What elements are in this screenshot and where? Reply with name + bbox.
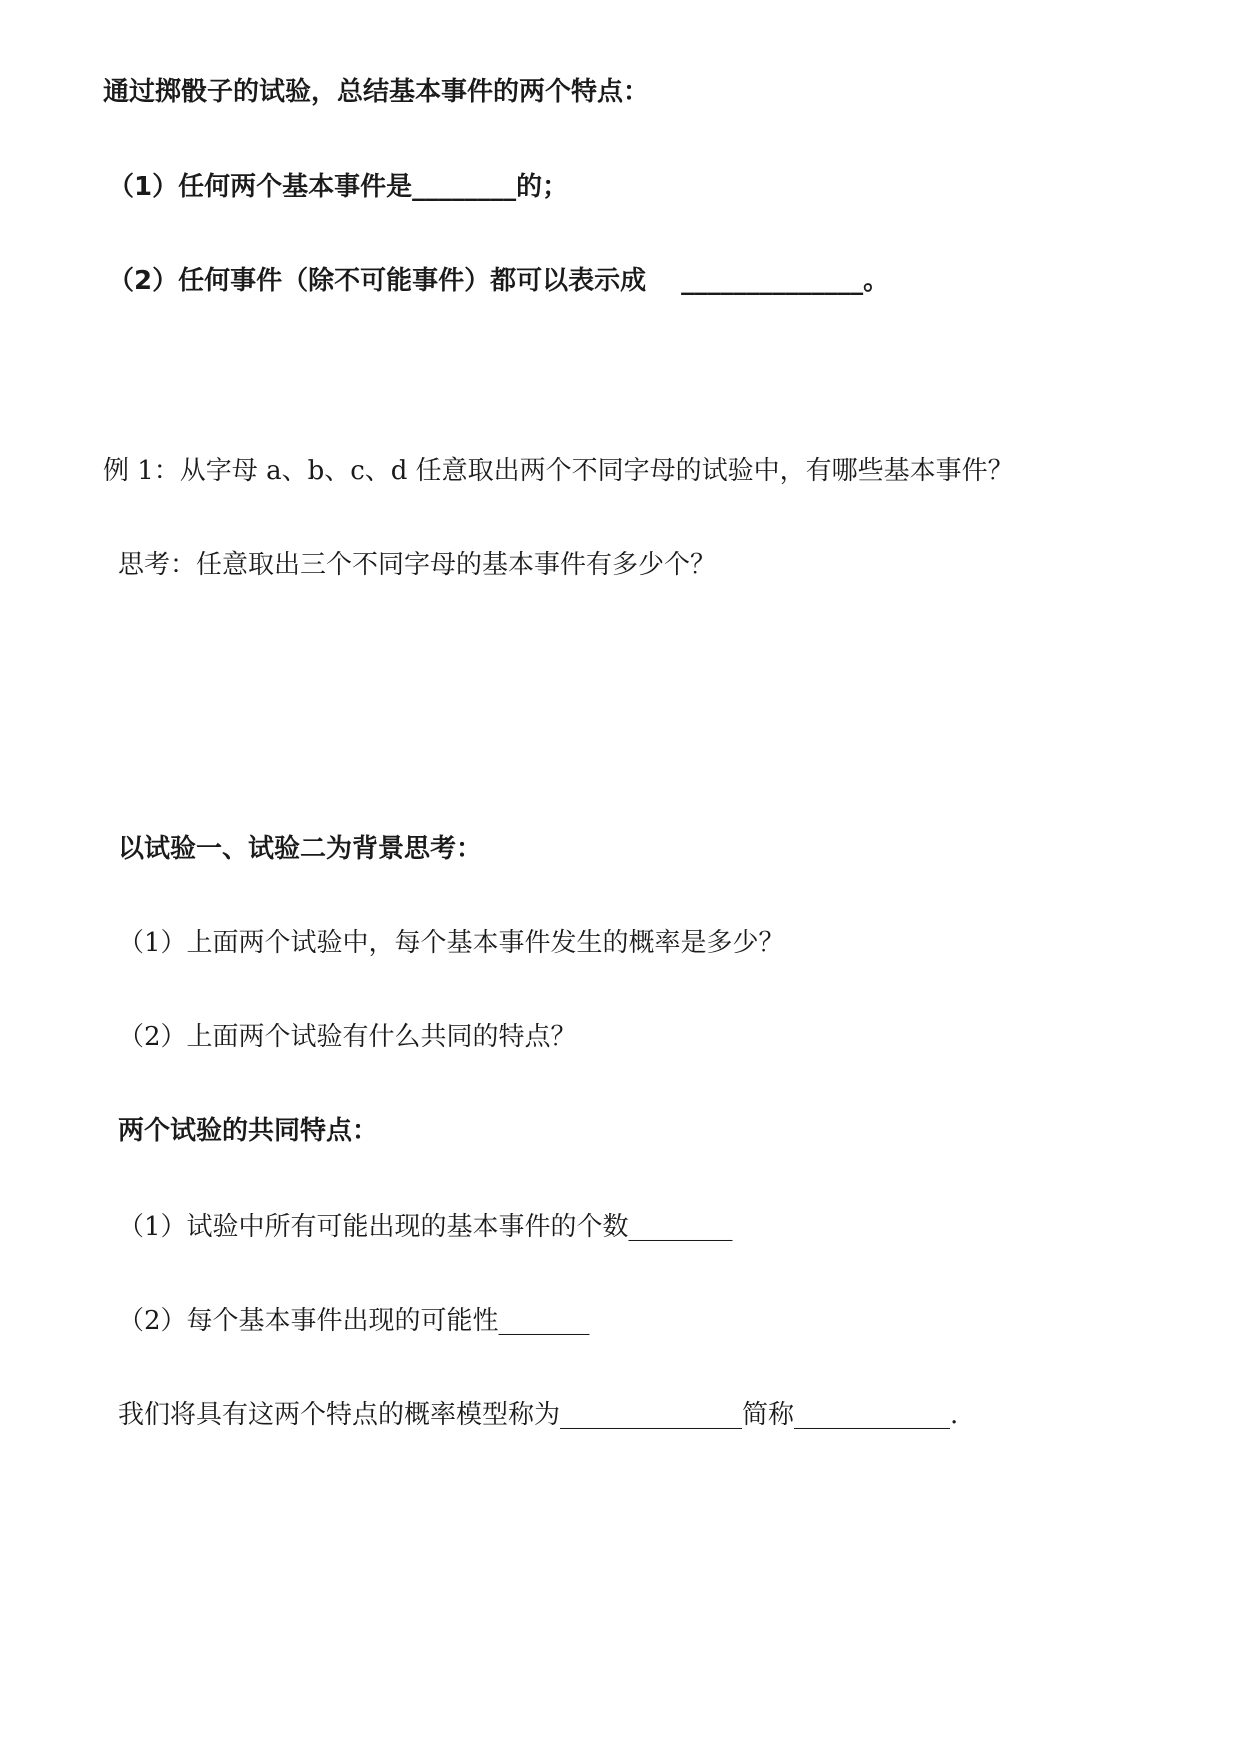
think-question: 思考：任意取出三个不同字母的基本事件有多少个？ (118, 550, 717, 580)
dice-summary-heading: 通过掷骰子的试验，总结基本事件的两个特点： (103, 77, 650, 107)
feature-2-fill-blank: （2）任何事件（除不可能事件）都可以表示成 ______________。 (108, 266, 890, 296)
feature-1-fill-blank: （1）任何两个基本事件是________的； (108, 172, 569, 202)
model-name-fill-blank: 我们将具有这两个特点的概率模型称为______________简称____________. (118, 1400, 959, 1430)
common-features-heading: 两个试验的共同特点： (118, 1116, 379, 1146)
common-feature-2-fill-blank: （2）每个基本事件出现的可能性_______ (118, 1306, 590, 1336)
common-feature-1-fill-blank: （1）试验中所有可能出现的基本事件的个数________ (118, 1212, 733, 1242)
question-2: （2）上面两个试验有什么共同的特点？ (118, 1022, 577, 1052)
question-1: （1）上面两个试验中，每个基本事件发生的概率是多少？ (118, 928, 785, 958)
background-think-heading: 以试验一、试验二为背景思考： (118, 834, 483, 864)
example-1-question: 例 1：从字母 a、b、c、d 任意取出两个不同字母的试验中，有哪些基本事件？ (103, 456, 1014, 486)
